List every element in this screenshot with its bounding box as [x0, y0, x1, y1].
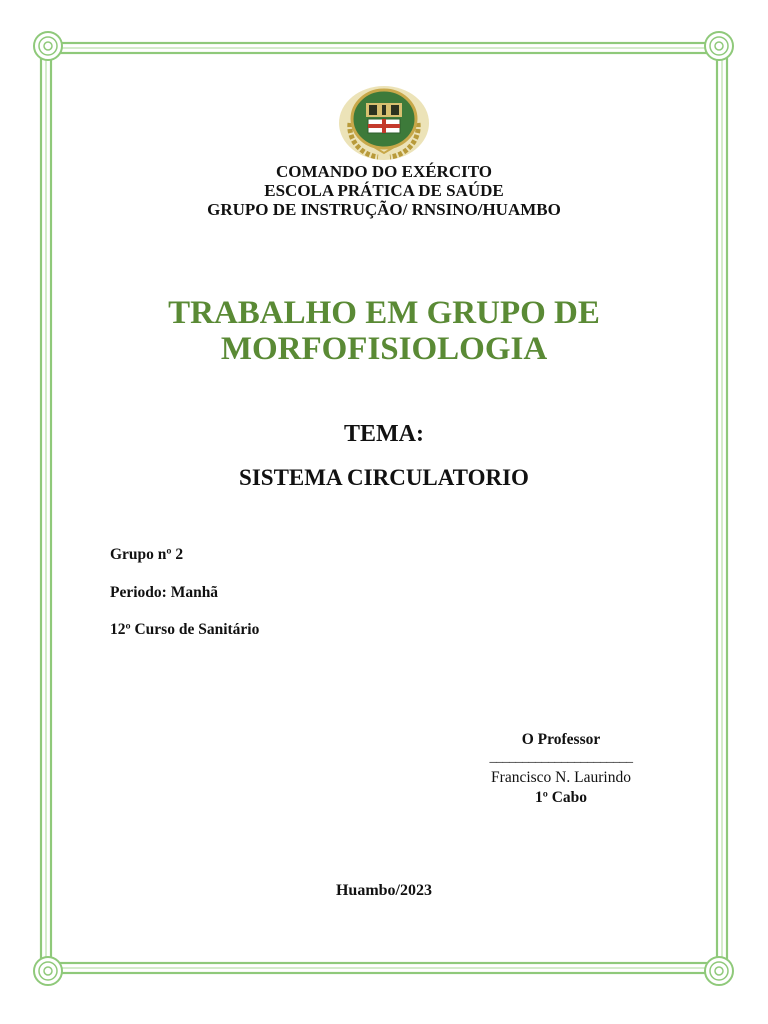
professor-heading: O Professor [521, 731, 601, 748]
place-date: Huambo/2023 [335, 882, 432, 899]
group-number: Grupo nº 2 [110, 546, 184, 563]
theme-value: SISTEMA CIRCULATORIO [239, 465, 529, 490]
theme-label: TEMA: [344, 421, 424, 447]
professor-rank: 1º Cabo [534, 789, 588, 806]
corner-ornament-bottom-right [705, 957, 733, 985]
corner-ornament-top-left [34, 32, 62, 60]
institution-line-3: GRUPO DE INSTRUÇÃO/ RNSINO/HUAMBO [207, 200, 561, 219]
course: 12º Curso de Sanitário [110, 621, 260, 638]
army-health-school-emblem-icon [338, 83, 430, 161]
professor-name: Francisco N. Laurindo [491, 769, 631, 786]
corner-ornament-top-right [705, 32, 733, 60]
document-title-line-2: MORFOFISIOLOGIA [220, 331, 548, 367]
corner-ornament-bottom-left [34, 957, 62, 985]
document-title-line-1: TRABALHO EM GRUPO DE [168, 295, 600, 331]
signature-line: ______________________ [489, 750, 633, 765]
institution-line-2: ESCOLA PRÁTICA DE SAÚDE [264, 181, 504, 200]
period: Periodo: Manhã [110, 584, 219, 601]
institution-line-1: COMANDO DO EXÉRCITO [276, 162, 492, 181]
